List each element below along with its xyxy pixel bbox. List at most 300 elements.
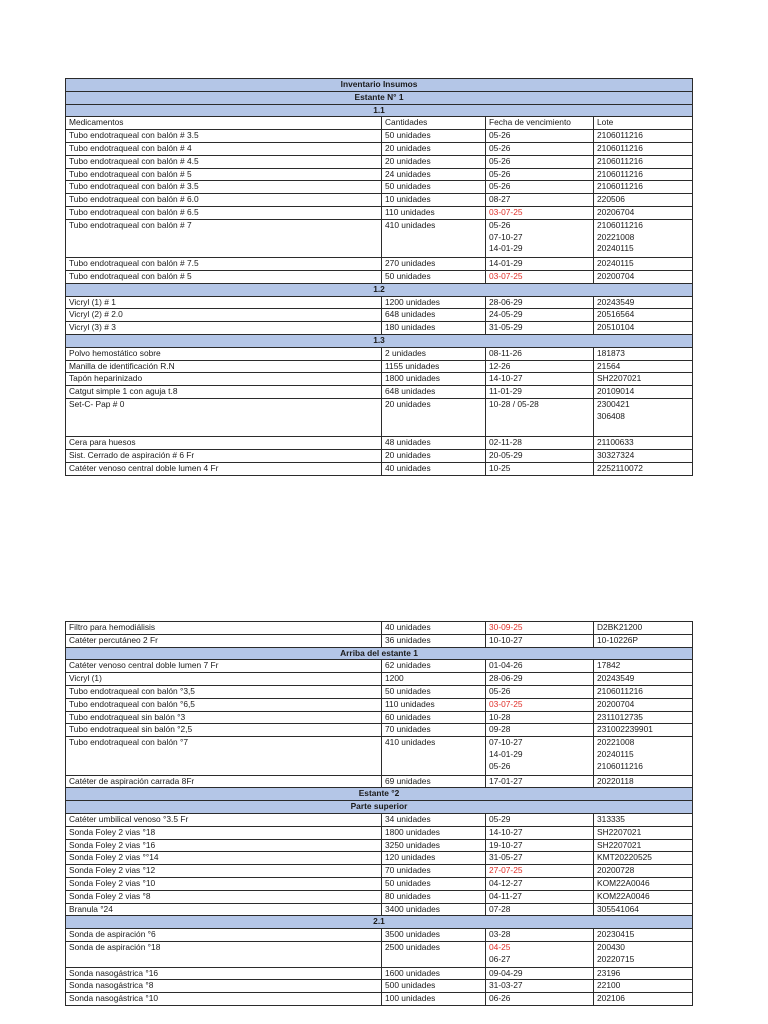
cell-line: 05-26 (489, 130, 511, 141)
item-name: Tubo endotraqueal con balón # 7 (66, 219, 382, 257)
item-quantity: 20 unidades (382, 398, 486, 436)
item-name: Tubo endotraqueal con balón # 3.5 (66, 181, 382, 194)
col-header-item: Medicamentos (66, 117, 382, 130)
item-lot (594, 142, 693, 155)
item-lot (594, 322, 693, 335)
cell-line: 04-25 (489, 941, 511, 952)
item-quantity: 1155 unidades (382, 360, 486, 373)
item-expiry (486, 865, 594, 878)
item-name: Vicryl (3) # 3 (66, 322, 382, 335)
table-row (66, 270, 693, 283)
item-expiry (486, 673, 594, 686)
item-quantity: 110 unidades (382, 698, 486, 711)
item-quantity: 20 unidades (382, 155, 486, 168)
item-name: Catéter de aspiración carrada 8Fr (66, 775, 382, 788)
cell-line: KMT20220525 (597, 852, 652, 863)
item-quantity: 270 unidades (382, 258, 486, 271)
cell-line: 20200728 (597, 865, 635, 876)
item-quantity: 20 unidades (382, 450, 486, 463)
cell-line: 20221008 (597, 231, 635, 242)
item-lot (594, 270, 693, 283)
item-expiry (486, 373, 594, 386)
item-expiry (486, 386, 594, 399)
item-quantity: 180 unidades (382, 322, 486, 335)
cell-line: 05-26 (489, 685, 511, 696)
item-name: Catgut simple 1 con aguja t.8 (66, 386, 382, 399)
item-lot (594, 813, 693, 826)
item-name: Tubo endotraqueal con balón # 4.5 (66, 155, 382, 168)
item-quantity: 110 unidades (382, 206, 486, 219)
item-expiry (486, 194, 594, 207)
table-row (66, 206, 693, 219)
item-name: Tubo endotraqueal con balón # 6.0 (66, 194, 382, 207)
cell-line: 2106011216 (597, 130, 643, 141)
item-name: Tubo endotraqueal sin balón °3 (66, 711, 382, 724)
item-name: Vicryl (2) # 2.0 (66, 309, 382, 322)
cell-line: 23196 (597, 967, 621, 978)
cell-line: 20109014 (597, 386, 635, 397)
cell-line: 2311012735 (597, 711, 643, 722)
col-header-quantity: Cantidades (382, 117, 486, 130)
cell-line: 31-05-29 (489, 322, 523, 333)
item-lot (594, 826, 693, 839)
item-lot (594, 698, 693, 711)
cell-line: D2BK21200 (597, 622, 643, 632)
cell-line: 08-11-26 (489, 347, 522, 358)
table-row (66, 181, 693, 194)
item-expiry (486, 270, 594, 283)
cell-line: 05-26 (489, 181, 511, 192)
cell-line: SH2207021 (597, 839, 642, 850)
item-expiry (486, 685, 594, 698)
table-title: Inventario Insumos (66, 79, 693, 92)
table-row (66, 903, 693, 916)
cell-line: 20-05-29 (489, 450, 523, 461)
item-expiry (486, 903, 594, 916)
cell-line: 07-10-27 (489, 737, 523, 748)
cell-line: 04-12-27 (489, 877, 523, 888)
inventory-table-2 (65, 621, 693, 1006)
cell-line: 14-10-27 (489, 373, 523, 384)
cell-line: 220506 (597, 194, 625, 205)
section-label: 1.1 (66, 104, 693, 117)
section-label-row (66, 334, 693, 347)
cell-line: 28-06-29 (489, 296, 523, 307)
cell-line: 28-06-29 (489, 673, 523, 684)
item-lot (594, 373, 693, 386)
item-expiry (486, 660, 594, 673)
item-expiry (486, 398, 594, 436)
table-row (66, 929, 693, 942)
item-quantity: 3400 unidades (382, 903, 486, 916)
item-lot (594, 685, 693, 698)
table-row (66, 386, 693, 399)
table-row (66, 839, 693, 852)
item-name: Sonda Foley 2 vias °18 (66, 826, 382, 839)
column-header-row (66, 117, 693, 130)
table-row (66, 737, 693, 775)
section-label-row (66, 283, 693, 296)
cell-line: 05-26 (489, 168, 511, 179)
section-label: Parte superior (66, 801, 693, 814)
item-name: Set-C- Pap # 0 (66, 398, 382, 436)
item-quantity: 2 unidades (382, 347, 486, 360)
cell-line: 30-09-25 (489, 622, 523, 632)
item-name: Tubo endotraqueal con balón # 3.5 (66, 130, 382, 143)
item-quantity: 80 unidades (382, 890, 486, 903)
item-lot (594, 398, 693, 436)
item-lot (594, 865, 693, 878)
item-lot (594, 309, 693, 322)
table-row (66, 155, 693, 168)
cell-line: 07-28 (489, 903, 511, 914)
item-quantity: 1200 (382, 673, 486, 686)
cell-line: 02-11-28 (489, 437, 522, 448)
section-label: 2.1 (66, 916, 693, 929)
cell-line: 20240115 (597, 243, 634, 254)
section-label: 1.3 (66, 334, 693, 347)
cell-line: 305541064 (597, 903, 639, 914)
table-row (66, 967, 693, 980)
item-lot (594, 634, 693, 647)
table-row (66, 673, 693, 686)
item-name: Vicryl (1) (66, 673, 382, 686)
item-lot (594, 450, 693, 463)
item-name: Polvo hemostático sobre (66, 347, 382, 360)
table-row (66, 865, 693, 878)
item-expiry (486, 993, 594, 1006)
cell-line: 20200704 (597, 698, 635, 709)
table-row (66, 437, 693, 450)
table-row (66, 980, 693, 993)
cell-line: 22100 (597, 980, 621, 991)
item-quantity: 648 unidades (382, 309, 486, 322)
table-row (66, 219, 693, 257)
cell-line: 313335 (597, 813, 625, 824)
cell-line: 2106011216 (597, 142, 643, 153)
item-name: Tubo endotraqueal con balón °6,5 (66, 698, 382, 711)
item-quantity: 2500 unidades (382, 941, 486, 967)
item-lot (594, 980, 693, 993)
item-quantity: 48 unidades (382, 437, 486, 450)
cell-line: 2252110072 (597, 462, 643, 473)
table-row (66, 322, 693, 335)
cell-line: 231002239901 (597, 724, 653, 735)
section-label: Estante °2 (66, 788, 693, 801)
item-quantity: 70 unidades (382, 865, 486, 878)
table-row (66, 142, 693, 155)
cell-line: 30327324 (597, 450, 635, 461)
cell-line: 09-04-29 (489, 967, 523, 978)
cell-line: SH2207021 (597, 826, 642, 837)
cell-line: 21564 (597, 360, 621, 371)
item-quantity: 50 unidades (382, 877, 486, 890)
item-name: Tapón heparinizado (66, 373, 382, 386)
item-lot (594, 155, 693, 168)
item-expiry (486, 813, 594, 826)
item-quantity: 70 unidades (382, 724, 486, 737)
section-label-row (66, 916, 693, 929)
cell-line: 181873 (597, 347, 625, 358)
cell-line: 2106011216 (597, 219, 643, 230)
item-expiry (486, 219, 594, 257)
item-expiry (486, 698, 594, 711)
item-lot (594, 347, 693, 360)
item-lot (594, 386, 693, 399)
cell-line: 306408 (597, 410, 625, 421)
table-row (66, 775, 693, 788)
item-expiry (486, 877, 594, 890)
item-name: Filtro para hemodiálisis (66, 622, 382, 635)
item-name: Sonda Foley 2 vias °°14 (66, 852, 382, 865)
cell-line: 19-10-27 (489, 839, 523, 850)
table-row (66, 168, 693, 181)
item-quantity: 500 unidades (382, 980, 486, 993)
cell-line: 12-26 (489, 360, 511, 371)
item-name: Catéter percutáneo 2 Fr (66, 634, 382, 647)
item-expiry (486, 634, 594, 647)
section-label: 1.2 (66, 283, 693, 296)
item-expiry (486, 309, 594, 322)
item-quantity: 40 unidades (382, 462, 486, 475)
table-row (66, 634, 693, 647)
item-expiry (486, 775, 594, 788)
item-name: Sonda nasogástrica °10 (66, 993, 382, 1006)
cell-line: 10-28 (489, 711, 511, 722)
item-name: Tubo endotraqueal con balón # 5 (66, 270, 382, 283)
item-quantity: 60 unidades (382, 711, 486, 724)
cell-line: 10-25 (489, 462, 511, 473)
item-lot (594, 360, 693, 373)
item-lot (594, 622, 693, 635)
item-name: Sonda Foley 2 vias °8 (66, 890, 382, 903)
cell-line: 09-28 (489, 724, 511, 735)
table-row (66, 309, 693, 322)
cell-line: 03-28 (489, 929, 511, 940)
item-lot (594, 711, 693, 724)
cell-line: 06-26 (489, 993, 511, 1004)
item-name: Manilla de identificación R.N (66, 360, 382, 373)
item-quantity: 36 unidades (382, 634, 486, 647)
cell-line: 03-07-25 (489, 206, 523, 217)
table-row (66, 813, 693, 826)
shelf-title-row (66, 91, 693, 104)
table-row (66, 826, 693, 839)
item-lot (594, 724, 693, 737)
cell-line: 07-10-27 (489, 231, 523, 242)
section-label-row (66, 647, 693, 660)
item-name: Sonda nasogástrica °16 (66, 967, 382, 980)
item-quantity: 410 unidades (382, 737, 486, 775)
item-lot (594, 737, 693, 775)
cell-line: 03-07-25 (489, 698, 523, 709)
item-expiry (486, 462, 594, 475)
cell-line: 14-01-29 (489, 748, 523, 759)
item-name: Sist. Cerrado de aspiración # 6 Fr (66, 450, 382, 463)
cell-line: 2106011216 (597, 155, 643, 166)
item-quantity: 50 unidades (382, 181, 486, 194)
item-name: Sonda nasogástrica °8 (66, 980, 382, 993)
item-lot (594, 194, 693, 207)
item-name: Sonda de aspiración °18 (66, 941, 382, 967)
item-expiry (486, 142, 594, 155)
table-row (66, 685, 693, 698)
item-name: Sonda Foley 2 vias °10 (66, 877, 382, 890)
item-quantity: 410 unidades (382, 219, 486, 257)
item-name: Sonda Foley 2 vias °16 (66, 839, 382, 852)
item-expiry (486, 929, 594, 942)
cell-line: 200430 (597, 941, 625, 952)
item-quantity: 1200 unidades (382, 296, 486, 309)
cell-line: 06-27 (489, 953, 511, 964)
item-quantity: 40 unidades (382, 622, 486, 635)
cell-line: 14-10-27 (489, 826, 523, 837)
cell-line: 20221008 (597, 737, 635, 748)
cell-line: KOM22A0046 (597, 877, 650, 888)
item-quantity: 24 unidades (382, 168, 486, 181)
item-expiry (486, 980, 594, 993)
item-lot (594, 877, 693, 890)
cell-line: 2106011216 (597, 168, 643, 179)
cell-line: 05-26 (489, 142, 511, 153)
table-row (66, 258, 693, 271)
item-expiry (486, 181, 594, 194)
cell-line: 20230415 (597, 929, 635, 940)
cell-line: 05-29 (489, 813, 511, 824)
section-label-row (66, 104, 693, 117)
item-name: Tubo endotraqueal con balón °7 (66, 737, 382, 775)
cell-line: 10-10226P (597, 634, 638, 645)
item-quantity: 50 unidades (382, 685, 486, 698)
cell-line: 17-01-27 (489, 775, 523, 786)
item-quantity: 62 unidades (382, 660, 486, 673)
item-quantity: 50 unidades (382, 270, 486, 283)
table-row (66, 130, 693, 143)
cell-line: 2300421 (597, 398, 630, 409)
item-name: Tubo endotraqueal con balón # 7.5 (66, 258, 382, 271)
item-lot (594, 993, 693, 1006)
item-quantity: 100 unidades (382, 993, 486, 1006)
cell-line: 04-11-27 (489, 890, 522, 901)
item-expiry (486, 941, 594, 967)
table-row (66, 398, 693, 436)
cell-line: 202106 (597, 993, 625, 1004)
item-lot (594, 852, 693, 865)
section-label-row (66, 788, 693, 801)
item-expiry (486, 258, 594, 271)
table-row (66, 462, 693, 475)
item-lot (594, 219, 693, 257)
item-lot (594, 168, 693, 181)
item-lot (594, 258, 693, 271)
item-lot (594, 839, 693, 852)
cell-line: 20240115 (597, 258, 634, 269)
inventory-table-1 (65, 78, 693, 476)
cell-line: 20200704 (597, 270, 635, 281)
item-lot (594, 890, 693, 903)
item-expiry (486, 450, 594, 463)
cell-line: 27-07-25 (489, 865, 523, 876)
item-name: Cera para huesos (66, 437, 382, 450)
item-expiry (486, 322, 594, 335)
table-row (66, 941, 693, 967)
item-name: Catéter venoso central doble lumen 4 Fr (66, 462, 382, 475)
cell-line: 21100633 (597, 437, 634, 448)
item-expiry (486, 360, 594, 373)
item-lot (594, 967, 693, 980)
item-lot (594, 903, 693, 916)
item-name: Tubo endotraqueal con balón # 4 (66, 142, 382, 155)
cell-line: SH2207021 (597, 373, 642, 384)
item-name: Sonda de aspiración °6 (66, 929, 382, 942)
item-quantity: 20 unidades (382, 142, 486, 155)
item-quantity: 34 unidades (382, 813, 486, 826)
item-quantity: 1800 unidades (382, 826, 486, 839)
item-name: Catéter umbilical venoso °3.5 Fr (66, 813, 382, 826)
item-expiry (486, 130, 594, 143)
item-quantity: 1600 unidades (382, 967, 486, 980)
table-row (66, 660, 693, 673)
cell-line: 2106011216 (597, 181, 643, 192)
item-lot (594, 130, 693, 143)
cell-line: 20516564 (597, 309, 635, 320)
shelf-title: Estante N° 1 (66, 91, 693, 104)
item-lot (594, 660, 693, 673)
cell-line: 11-01-29 (489, 386, 522, 397)
cell-line: 20220118 (597, 775, 634, 786)
cell-line: 2106011216 (597, 685, 643, 696)
item-name: Branula °24 (66, 903, 382, 916)
item-expiry (486, 839, 594, 852)
table-row (66, 724, 693, 737)
item-expiry (486, 737, 594, 775)
item-quantity: 120 unidades (382, 852, 486, 865)
col-header-lot: Lote (594, 117, 693, 130)
item-expiry (486, 347, 594, 360)
cell-line: 20206704 (597, 206, 635, 217)
table-title-row (66, 79, 693, 92)
table-row (66, 347, 693, 360)
cell-line: 08-27 (489, 194, 511, 205)
item-expiry (486, 206, 594, 219)
table-row (66, 622, 693, 635)
item-lot (594, 296, 693, 309)
cell-line: 14-01-29 (489, 243, 523, 254)
item-quantity: 10 unidades (382, 194, 486, 207)
cell-line: 20243549 (597, 296, 635, 307)
cell-line: 24-05-29 (489, 309, 523, 320)
item-quantity: 69 unidades (382, 775, 486, 788)
item-quantity: 3250 unidades (382, 839, 486, 852)
section-label: Arriba del estante 1 (66, 647, 693, 660)
item-lot (594, 437, 693, 450)
table-row (66, 711, 693, 724)
table-row (66, 296, 693, 309)
item-name: Vicryl (1) # 1 (66, 296, 382, 309)
item-name: Catéter venoso central doble lumen 7 Fr (66, 660, 382, 673)
table-row (66, 450, 693, 463)
item-name: Tubo endotraqueal con balón # 6.5 (66, 206, 382, 219)
item-quantity: 648 unidades (382, 386, 486, 399)
item-name: Sonda Foley 2 vias °12 (66, 865, 382, 878)
item-lot (594, 462, 693, 475)
table-row (66, 373, 693, 386)
cell-line: 20243549 (597, 673, 635, 684)
item-expiry (486, 168, 594, 181)
item-expiry (486, 296, 594, 309)
cell-line: 10-28 / 05-28 (489, 398, 539, 409)
item-name: Tubo endotraqueal con balón °3,5 (66, 685, 382, 698)
